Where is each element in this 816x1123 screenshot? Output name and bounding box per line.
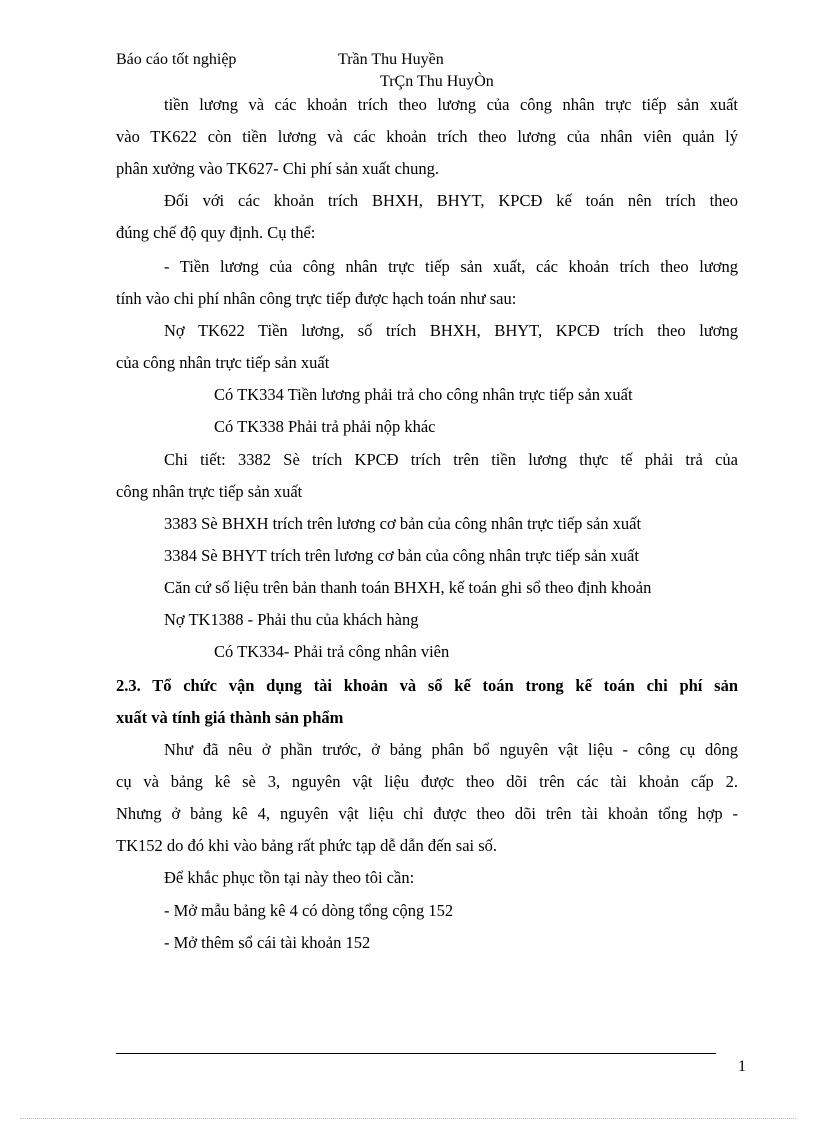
body-line: đúng chế độ quy định. Cụ thể: <box>116 223 316 242</box>
body-line: cụ và bảng kê sè 3, nguyên vật liệu được theo dõi trên các tài khoản cấp 2. <box>116 772 738 791</box>
body-line: tính vào chi phí nhân công trực tiếp được hạch toán như sau: <box>116 289 517 308</box>
body-line: tiền lương và các khoản trích theo lương của công nhân trực tiếp sản xuất <box>164 95 738 114</box>
page-number: 1 <box>738 1058 746 1075</box>
body-line: của công nhân trực tiếp sản xuất <box>116 353 330 372</box>
body-line: 3384 Sè BHYT trích trên lương cơ bản của công nhân trực tiếp sản xuất <box>164 546 639 565</box>
body-line: phân xưởng vào TK627- Chi phí sản xuất chung. <box>116 159 440 178</box>
header-report-title: Báo cáo tốt nghiệp <box>116 51 237 68</box>
bullet-item: - Mở mẫu bảng kê 4 có dòng tổng cộng 152 <box>164 901 454 920</box>
page-bottom-edge <box>20 1118 796 1119</box>
body-line: công nhân trực tiếp sản xuất <box>116 482 303 501</box>
footer-divider <box>116 1053 716 1054</box>
section-heading-cont: xuất và tính giá thành sản phẩm <box>116 708 344 727</box>
body-line: Có TK338 Phải trả phải nộp khác <box>214 417 436 436</box>
body-line: Như đã nêu ở phần trước, ở bảng phân bổ nguyên vật liệu - công cụ dông <box>164 740 738 759</box>
body-line: Chi tiết: 3382 Sè trích KPCĐ trích trên tiền lương thực tế phải trả của <box>164 450 738 469</box>
body-line: Đối với các khoản trích BHXH, BHYT, KPCĐ kế toán nên trích theo <box>164 191 738 210</box>
body-line: - Tiền lương của công nhân trực tiếp sản xuất, các khoản trích theo lương <box>164 257 738 276</box>
header-author-garbled: TrÇn Thu HuyÒn <box>380 73 494 90</box>
body-line: Có TK334- Phải trả công nhân viên <box>214 642 450 661</box>
body-line: Căn cứ số liệu trên bản thanh toán BHXH, kế toán ghi sổ theo định khoản <box>164 578 652 597</box>
bullet-item: - Mở thêm sổ cái tài khoản 152 <box>164 933 371 952</box>
body-line: 3383 Sè BHXH trích trên lương cơ bản của công nhân trực tiếp sản xuất <box>164 514 642 533</box>
body-line: vào TK622 còn tiền lương và các khoản trích theo lương của nhân viên quản lý <box>116 127 738 146</box>
header-author: Trần Thu Huyền <box>338 51 444 68</box>
body-line: Nhưng ở bảng kê 4, nguyên vật liệu chỉ được theo dõi trên tài khoản tổng hợp - <box>116 804 738 823</box>
body-line: Để khắc phục tồn tại này theo tôi cần: <box>164 868 415 887</box>
body-line: Nợ TK622 Tiền lương, số trích BHXH, BHYT, KPCĐ trích theo lương <box>164 321 738 340</box>
body-line: Nợ TK1388 - Phải thu của khách hàng <box>164 610 419 629</box>
section-heading: 2.3. Tổ chức vận dụng tài khoản và sổ kế toán trong kế toán chi phí sản <box>116 676 738 695</box>
body-line: Có TK334 Tiền lương phải trả cho công nhân trực tiếp sản xuất <box>214 385 633 404</box>
body-line: TK152 do đó khi vào bảng rất phức tạp dễ dẫn đến sai số. <box>116 836 498 855</box>
